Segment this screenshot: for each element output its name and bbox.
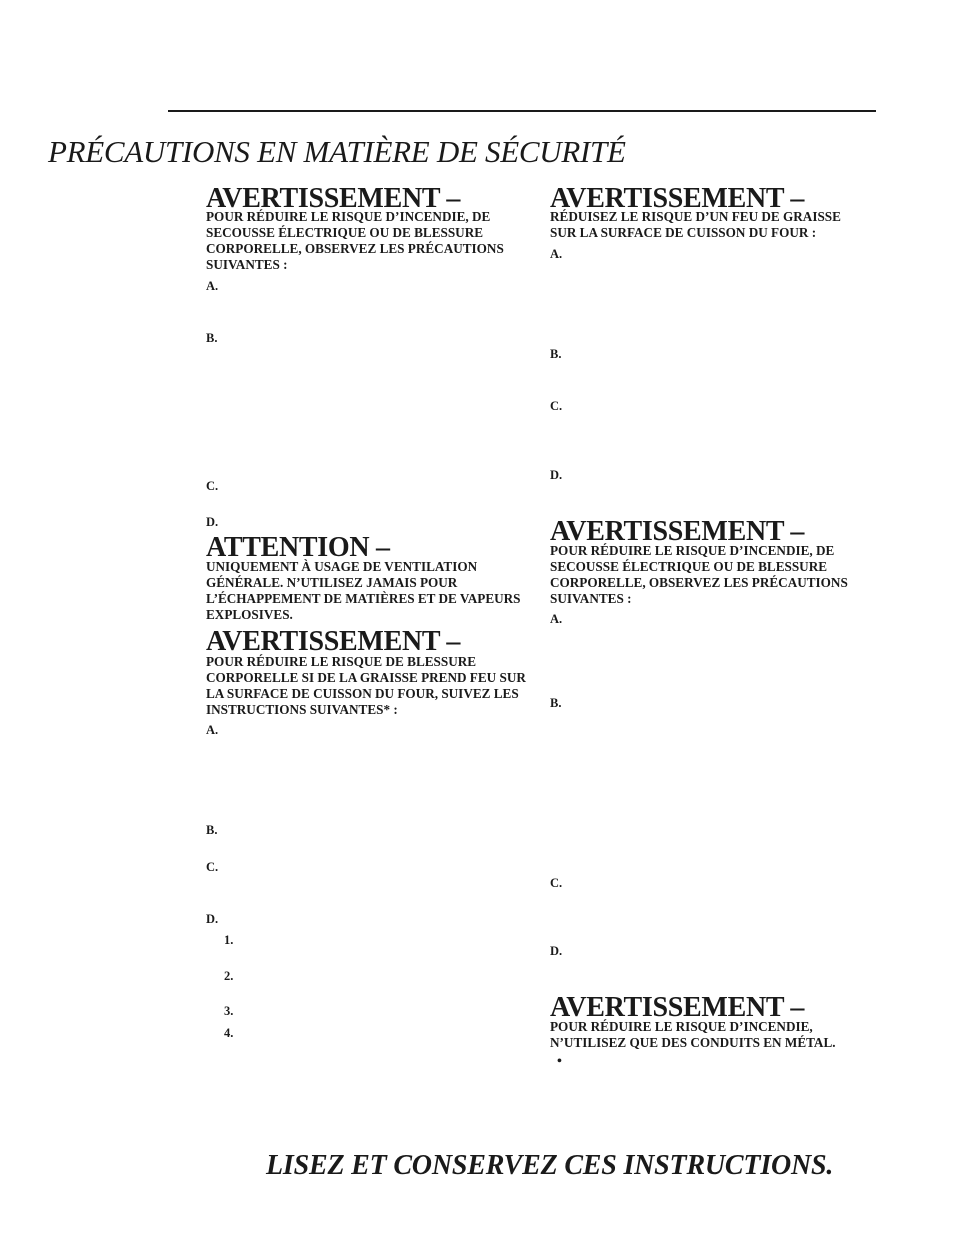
right-warning-1-heading: AVERTISSEMENT – [550, 183, 805, 214]
left-warning-1-marker-b: B. [206, 331, 218, 345]
left-warning-2-heading: AVERTISSEMENT – [206, 626, 461, 657]
top-rule [168, 110, 876, 112]
right-warning-2-text: POUR RÉDUIRE LE RISQUE D’INCENDIE, DE SECOUSSE ÉLECTRIQUE OU DE BLESSURE CORPORELLE, OBSERVEZ LES PRÉCAUTIONS SUIVANTES : [550, 543, 848, 606]
step-3-number: 3. [224, 1004, 234, 1018]
right-warning-3-text: POUR RÉDUIRE LE RISQUE D’INCENDIE, N’UTILISEZ QUE DES CONDUITS EN MÉTAL. [550, 1019, 836, 1050]
step-1-number: 1. [224, 933, 234, 947]
step-4-number: 4. [224, 1026, 234, 1040]
bullet-point: • [557, 1054, 562, 1069]
left-warning-2-marker-a: A. [206, 723, 219, 737]
left-warning-2-marker-c: C. [206, 860, 219, 874]
attention-heading: ATTENTION – [206, 532, 390, 563]
right-warning-2-marker-b: B. [550, 696, 562, 710]
page-title: PRÉCAUTIONS EN MATIÈRE DE SÉCURITÉ [48, 134, 626, 169]
left-warning-2-marker-b: B. [206, 823, 218, 837]
attention-text: UNIQUEMENT À USAGE DE VENTILATION GÉNÉRALE. N’UTILISEZ JAMAIS POUR L’ÉCHAPPEMENT DE MATIÈRES ET DE VAPEURS EXPLOSIVES. [206, 559, 521, 622]
step-2-number: 2. [224, 969, 234, 983]
left-warning-1-text: POUR RÉDUIRE LE RISQUE D’INCENDIE, DE SECOUSSE ÉLECTRIQUE OU DE BLESSURE CORPORELLE, OBSERVEZ LES PRÉCAUTIONS SUIVANTES : [206, 209, 504, 272]
left-warning-2-text: POUR RÉDUIRE LE RISQUE DE BLESSURE CORPORELLE SI DE LA GRAISSE PREND FEU SUR LA SURFACE DE CUISSON DU FOUR, SUIVEZ LES INSTRUCTIONS SUIVANTES* : [206, 654, 526, 717]
left-warning-1-marker-a: A. [206, 279, 219, 293]
left-warning-1-marker-c: C. [206, 479, 219, 493]
right-warning-1-marker-c: C. [550, 399, 563, 413]
right-warning-2-marker-c: C. [550, 876, 563, 890]
right-warning-3-heading: AVERTISSEMENT – [550, 992, 805, 1023]
right-warning-1-marker-a: A. [550, 247, 563, 261]
left-warning-1-marker-d: D. [206, 515, 219, 529]
left-warning-2-marker-d: D. [206, 912, 219, 926]
right-warning-1-marker-d: D. [550, 468, 563, 482]
footer-instructions: LISEZ ET CONSERVEZ CES INSTRUCTIONS. [266, 1150, 834, 1181]
left-warning-1-heading: AVERTISSEMENT – [206, 183, 461, 214]
right-warning-2-marker-a: A. [550, 612, 563, 626]
right-warning-1-text: RÉDUISEZ LE RISQUE D’UN FEU DE GRAISSE SUR LA SURFACE DE CUISSON DU FOUR : [550, 209, 841, 240]
right-warning-1-marker-b: B. [550, 347, 562, 361]
right-warning-2-heading: AVERTISSEMENT – [550, 516, 805, 547]
right-warning-2-marker-d: D. [550, 944, 563, 958]
